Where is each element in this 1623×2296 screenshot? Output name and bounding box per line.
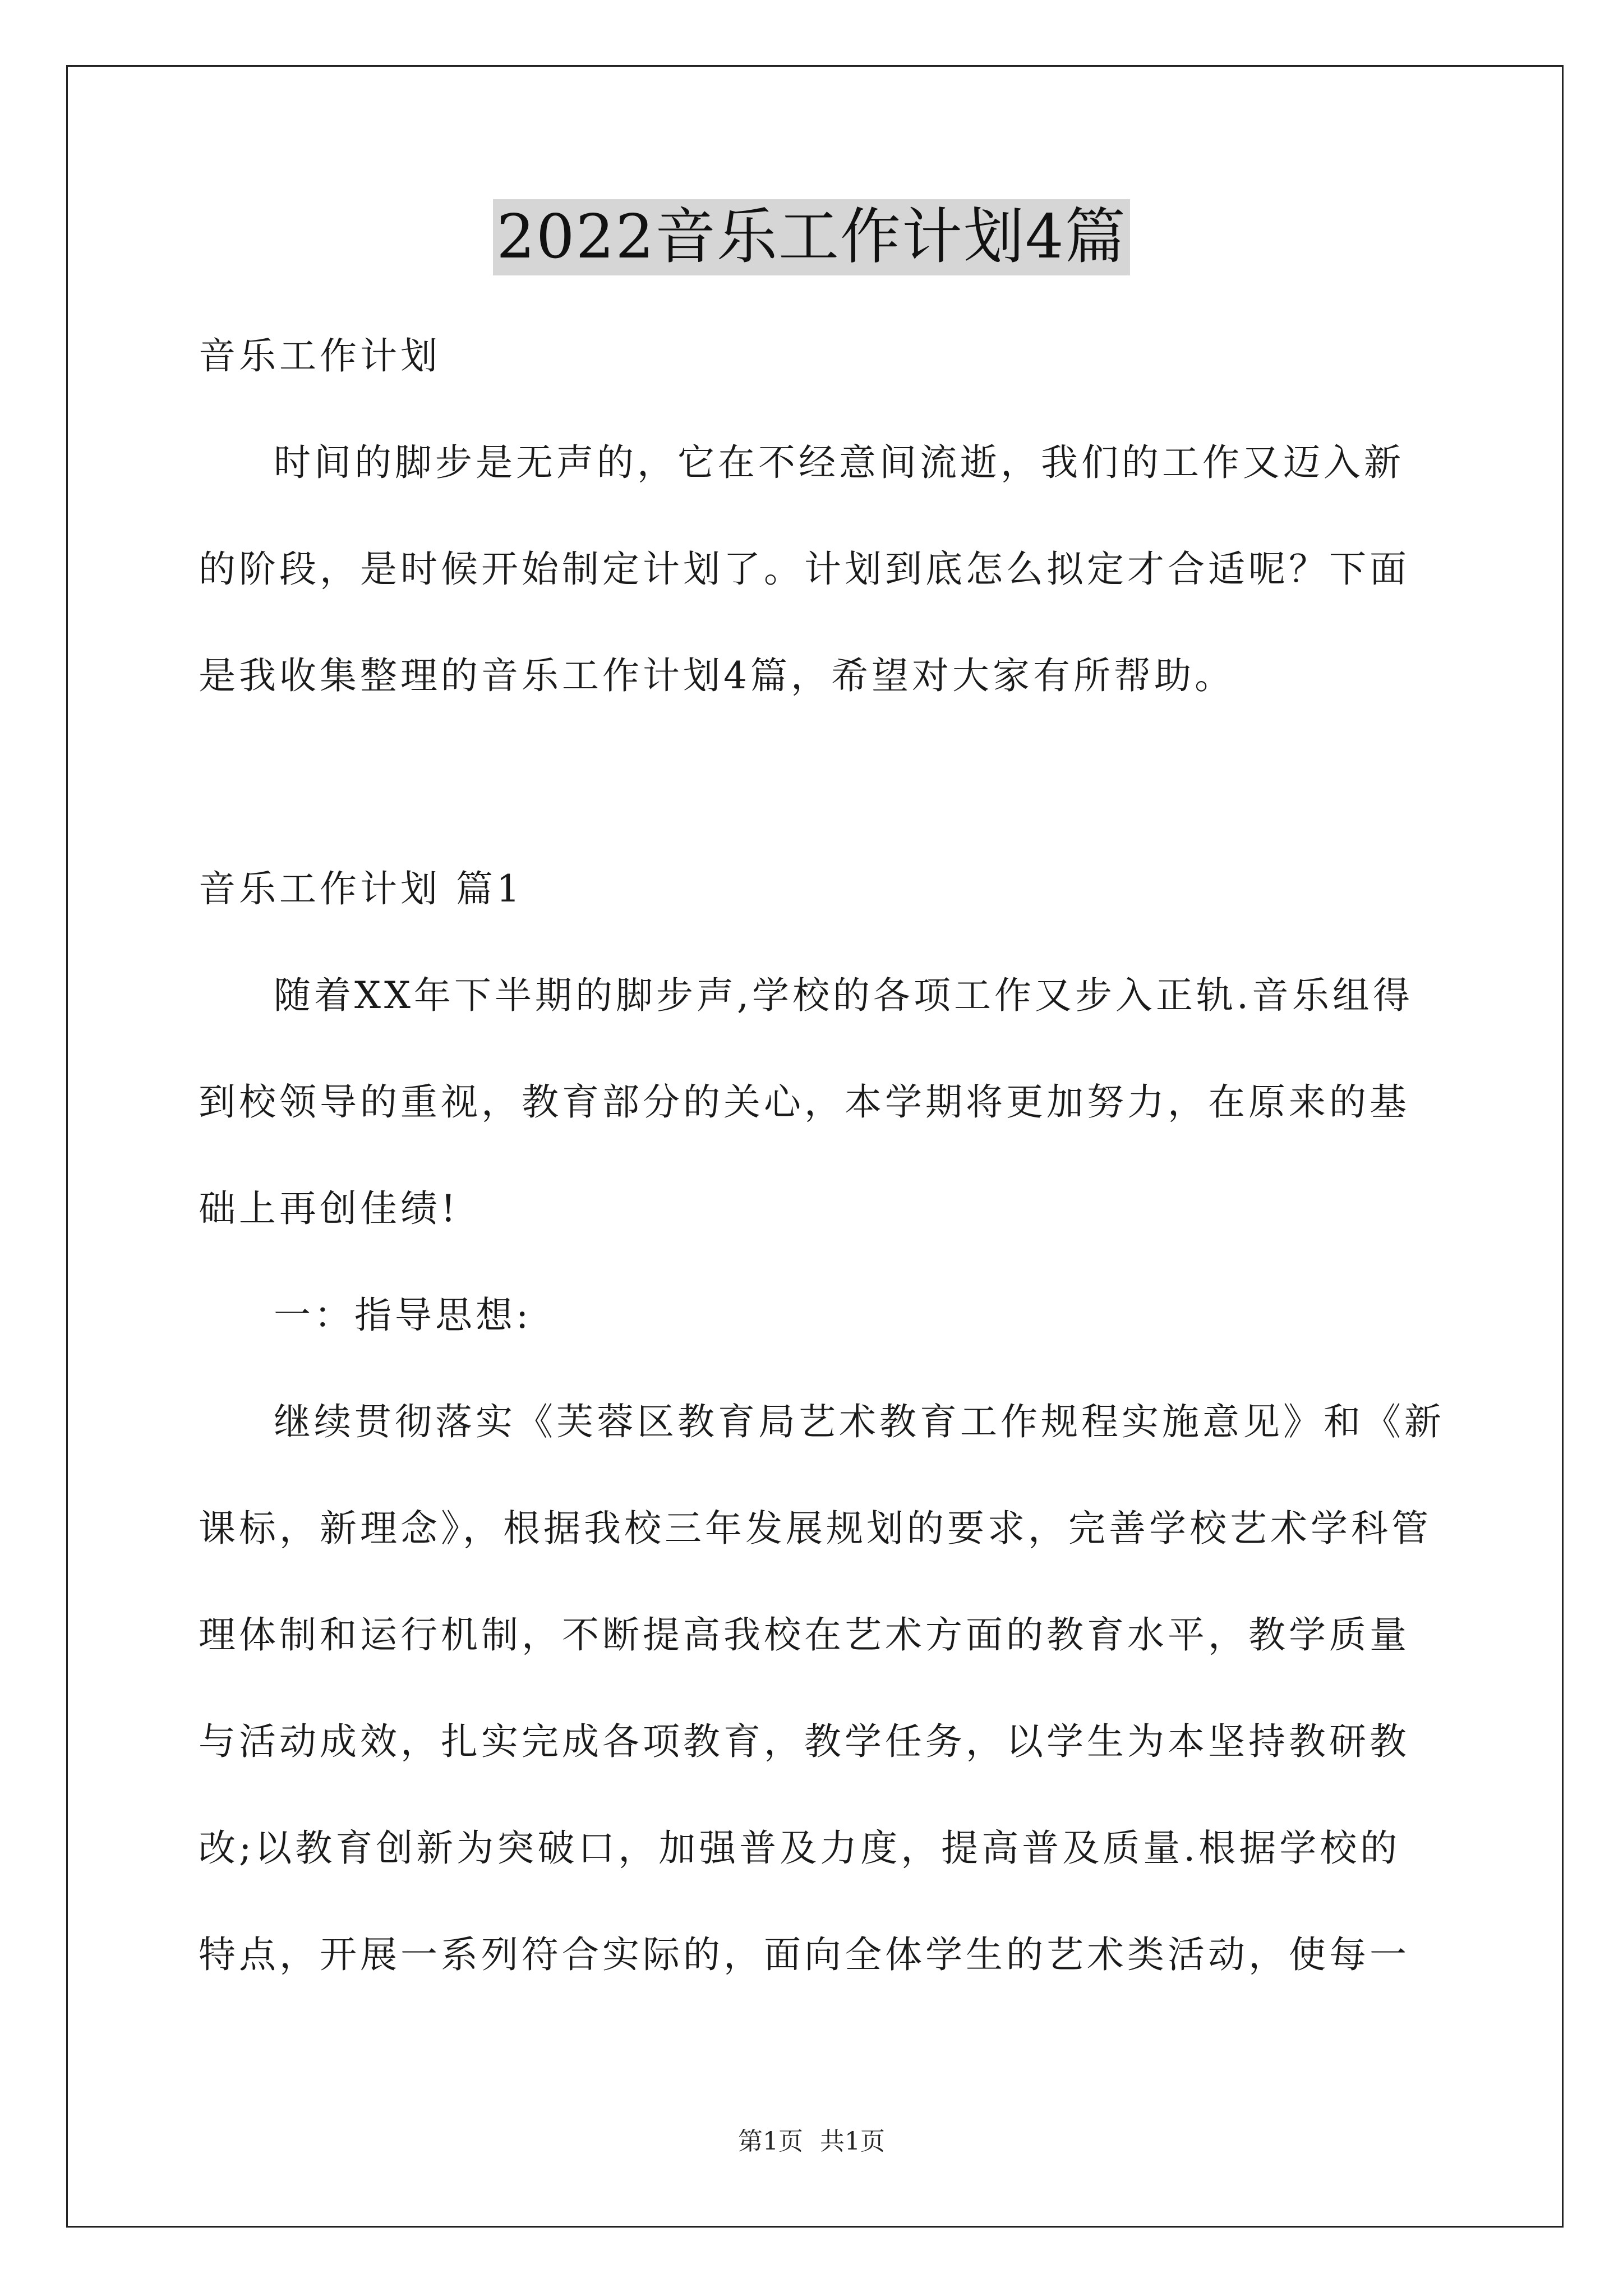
document-title: 2022音乐工作计划4篇 bbox=[493, 199, 1130, 275]
paragraph-line: 到校领导的重视，教育部分的关心，本学期将更加努力，在原来的基 bbox=[199, 1080, 1410, 1124]
subheading-guiding-ideology: 一：指导思想: bbox=[274, 1294, 532, 1337]
intro-line: 的阶段，是时候开始制定计划了。计划到底怎么拟定才合适呢？下面 bbox=[199, 547, 1410, 591]
title-wrap bbox=[0, 199, 1623, 275]
section-heading: 音乐工作计划 bbox=[199, 334, 441, 378]
paragraph-gap bbox=[199, 729, 1430, 836]
paragraph-line: 础上再创佳绩! bbox=[199, 1187, 459, 1230]
paragraph-line: 随着XX年下半期的脚步声,学校的各项工作又步入正轨.音乐组得 bbox=[274, 974, 1413, 1017]
page-total: 共1页 bbox=[820, 2127, 885, 2156]
page-number: 第1页 bbox=[738, 2127, 803, 2156]
page-footer bbox=[0, 2125, 1623, 2159]
part1-heading: 音乐工作计划 篇1 bbox=[199, 867, 523, 910]
paragraph-line: 继续贯彻落实《芙蓉区教育局艺术教育工作规程实施意见》和《新 bbox=[274, 1400, 1445, 1443]
intro-line: 时间的脚步是无声的，它在不经意间流逝，我们的工作又迈入新 bbox=[274, 441, 1404, 484]
paragraph-line: 课标，新理念》，根据我校三年发展规划的要求，完善学校艺术学科管 bbox=[199, 1507, 1432, 1550]
paragraph-line: 特点，开展一系列符合实际的，面向全体学生的艺术类活动，使每一 bbox=[199, 1933, 1410, 1976]
paragraph-line: 理体制和运行机制，不断提高我校在艺术方面的教育水平，教学质量 bbox=[199, 1613, 1410, 1657]
intro-line: 是我收集整理的音乐工作计划4篇，希望对大家有所帮助。 bbox=[199, 654, 1235, 697]
document-body bbox=[199, 303, 1445, 2008]
paragraph-line: 与活动成效，扎实完成各项教育，教学任务，以学生为本坚持教研教 bbox=[199, 1720, 1410, 1763]
paragraph-line: 改;以教育创新为突破口，加强普及力度，提高普及质量.根据学校的 bbox=[199, 1826, 1401, 1870]
